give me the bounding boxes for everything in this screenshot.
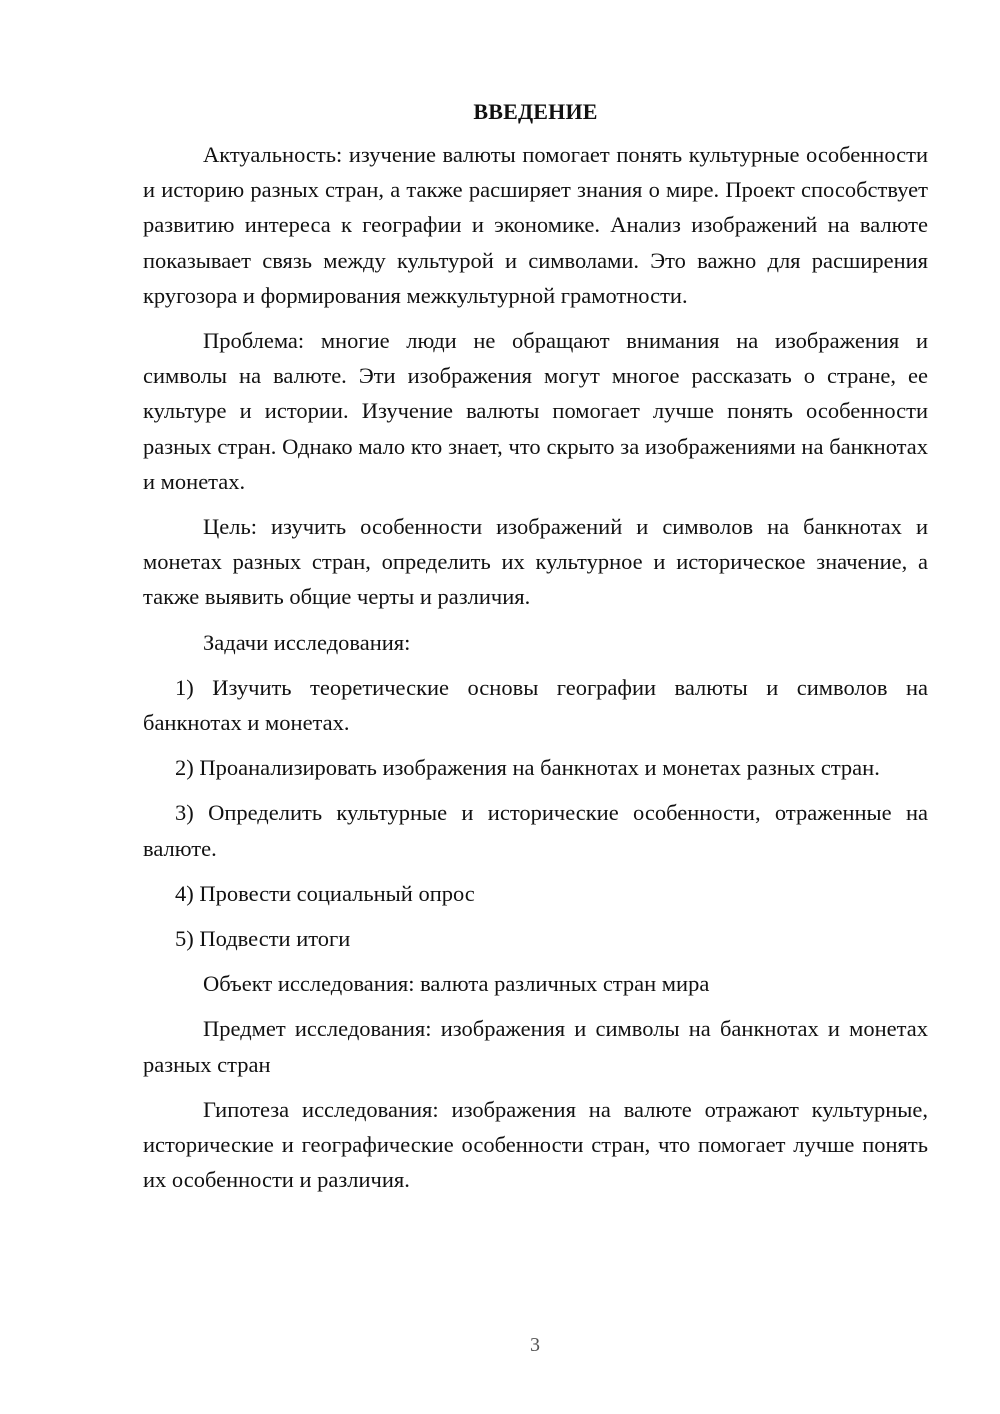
task-item-4: 4) Провести социальный опрос	[175, 880, 475, 906]
paragraph-tasks-heading: Задачи исследования:	[203, 629, 411, 655]
task-item-2: 2) Проанализировать изображения на банкнотах и монетах разных стран.	[175, 755, 880, 781]
paragraph-goal: Цель: изучить особенности изображений и символов на банкнотах и монетах разных стран, определить их культурное и историческое значение, а также выявить общие черты и различия.	[143, 514, 928, 610]
paragraph-hypothesis: Гипотеза исследования: изображения на валюте отражают культурные, исторические и географические особенности стран, что помогает лучше понять их особенности и различия.	[143, 1096, 928, 1193]
task-item-1: 1) Изучить теоретические основы географии валюты и символов на банкнотах и монетах.	[143, 674, 928, 736]
page-number: 3	[530, 1334, 540, 1356]
paragraph-subject: Предмет исследования: изображения и символы на банкнотах и монетах разных стран	[143, 1016, 928, 1077]
paragraph-relevance: Актуальность: изучение валюты помогает понять культурные особенности и историю разных стран, а также расширяет знания о мире. Проект способствует развитию интереса к географии и экономике. Анализ изображений на валюте показывает связь между культурой и символами. Это важно для расширения кругозора и формирования межкультурной грамотности.	[143, 142, 928, 308]
paragraph-problem: Проблема: многие люди не обращают внимания на изображения и символы на валюте. Эти изображения могут многое рассказать о стране, ее культуре и истории. Изучение валюты помогает лучше понять особенности разных стран. Однако мало кто знает, что скрыто за изображениями на банкнотах и монетах.	[143, 328, 928, 494]
paragraph-object: Объект исследования: валюта различных стран мира	[203, 971, 710, 997]
section-title: ВВЕДЕНИЕ	[473, 99, 598, 124]
task-item-3: 3) Определить культурные и исторические особенности, отраженные на валюте.	[143, 800, 928, 861]
task-item-5: 5) Подвести итоги	[175, 926, 351, 952]
page-content	[143, 94, 928, 1207]
